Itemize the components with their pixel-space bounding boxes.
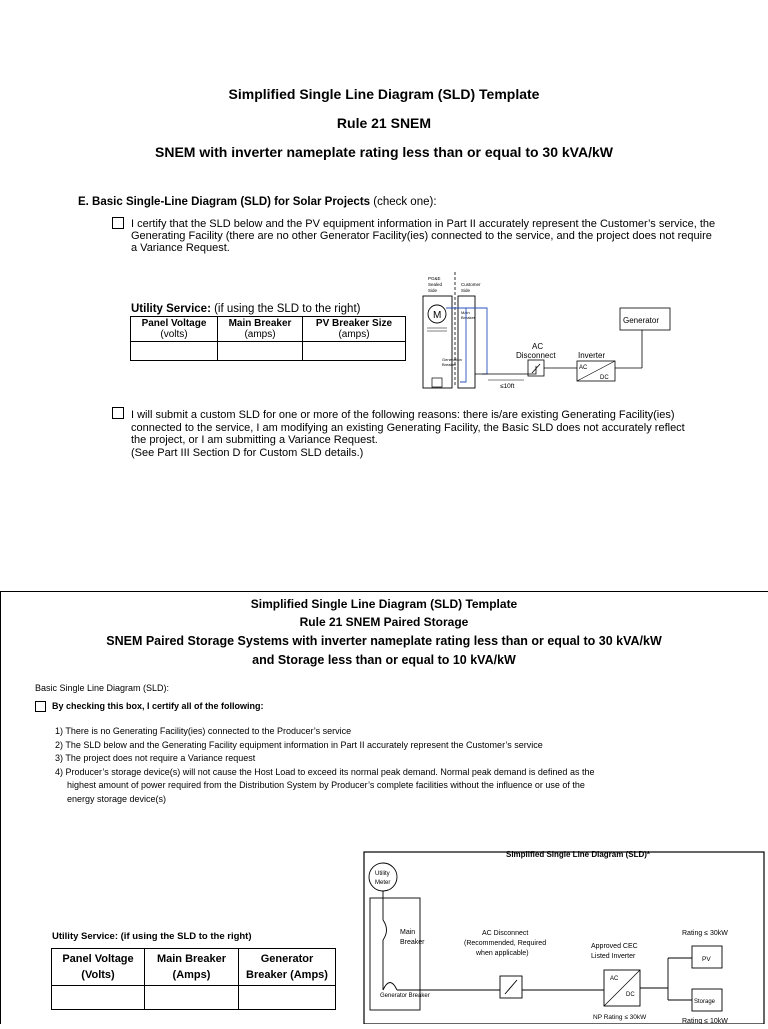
- option2-text: [131, 409, 751, 459]
- ac-disconnect-b-label-2: (Recommended, Required: [464, 940, 547, 947]
- list-item-4-cont-2: energy storage device(s): [67, 793, 167, 804]
- utility-normal: (if using the SLD to the right): [210, 303, 361, 315]
- main-breaker-label-2: Breaker: [461, 315, 476, 320]
- bottom-sld-diagram: [360, 840, 768, 1024]
- inverter-b-dc: DC: [626, 992, 635, 998]
- option2-checkbox[interactable]: [112, 407, 124, 419]
- generation-breaker-label-2: Breaker: [442, 362, 457, 367]
- top-section-heading: [78, 196, 437, 208]
- utility-bold: Utility Service:: [131, 303, 211, 315]
- option2-line-4: (See Part III Section D for Custom SLD details.): [131, 446, 364, 459]
- np-rating-label: NP Rating ≤ 30kW: [593, 1014, 647, 1021]
- ac-disconnect-label-1: AC: [532, 342, 544, 351]
- option1-text: I certify that the SLD below and the PV equipment information in Part II accurately represent the Customer’s service, the Generating Facility (there are no other Generator Facility(ies) connected to the service, and the project does not require a Variance Request.: [131, 218, 716, 254]
- meter-label: M: [433, 310, 442, 321]
- bottom-header-generator-breaker: Generator Breaker (Amps): [239, 949, 336, 986]
- bottom-title-3: SNEM Paired Storage Systems with inverter nameplate rating less than or equal to 30 kVA/kW: [106, 634, 662, 648]
- customer-label-1: Customer: [461, 282, 481, 287]
- utility-meter-label-2: Meter: [375, 880, 391, 886]
- basic-sld-label: Basic Single Line Diagram (SLD):: [35, 683, 170, 693]
- inverter-b-label-2: Listed Inverter: [591, 953, 636, 960]
- utility-meter-label-1: Utility: [375, 871, 390, 877]
- bottom-input-generator-breaker[interactable]: [239, 986, 336, 1010]
- bottom-utility-service-label: [52, 931, 252, 942]
- ac-disconnect-b-label-3: when applicable): [476, 950, 529, 957]
- top-sld-diagram: [412, 268, 672, 396]
- option2-line-2: connected to the service, I am modifying an existing Generating Facility, the Basic SLD does not accurately reflect: [131, 421, 685, 434]
- distance-label: ≤10ft: [500, 383, 515, 390]
- inverter-ac-label: AC: [579, 365, 588, 371]
- header-main-breaker: Main Breaker (amps): [218, 317, 303, 342]
- generation-breaker-label-1: Generation: [442, 357, 462, 362]
- storage-rating-label: Rating ≤ 10kW: [682, 1018, 728, 1024]
- certification-list: [55, 725, 755, 806]
- input-pv-breaker[interactable]: [303, 342, 406, 361]
- main-breaker-b-label-2: Breaker: [400, 939, 425, 946]
- main-breaker-label-1: Main: [461, 310, 470, 315]
- section-heading-bold: E. Basic Single-Line Diagram (SLD) for Solar Projects: [78, 196, 371, 208]
- certify-checkbox-label: By checking this box, I certify all of the following:: [52, 701, 264, 711]
- top-title-1: Simplified Single Line Diagram (SLD) Template: [228, 86, 540, 102]
- inverter-b-label-1: Approved CEC: [591, 943, 638, 950]
- bottom-input-panel-voltage[interactable]: [52, 986, 145, 1010]
- top-utility-service-label: [131, 303, 360, 315]
- generator-label: Generator: [623, 316, 660, 325]
- header-pv-breaker: PV Breaker Size (amps): [303, 317, 406, 342]
- inverter-label: Inverter: [578, 351, 606, 360]
- list-item-1: 1) There is no Generating Facility(ies) connected to the Producer’s service: [55, 726, 352, 736]
- main-breaker-b-label-1: Main: [400, 929, 416, 936]
- pge-label-3: Side: [428, 288, 438, 293]
- top-utility-table: [130, 316, 406, 361]
- bottom-title-4: and Storage less than or equal to 10 kVA/kW: [252, 653, 516, 667]
- list-item-4-cont-1: highest amount of power required from the Distribution System by Producer’s complete facilities without the influence or use of the: [67, 780, 585, 790]
- bottom-utility-bold: Utility Service:: [52, 931, 118, 942]
- pv-label: PV: [702, 956, 711, 963]
- list-item-4: 4) Producer’s storage device(s) will not cause the Host Load to exceed its normal peak demand. Normal peak demand is defined as the: [55, 766, 595, 777]
- option2-line-1: I will submit a custom SLD for one or more of the following reasons: there is/are existing Generating Facility(ies): [131, 409, 675, 421]
- bottom-header-panel-voltage: Panel Voltage (Volts): [52, 949, 145, 986]
- pv-rating-label: Rating ≤ 30kW: [682, 930, 728, 937]
- customer-label-2: Side: [461, 288, 471, 293]
- main-breaker-icon: [383, 920, 387, 940]
- top-title-2: Rule 21 SNEM: [336, 115, 432, 131]
- ac-disconnect-b-label-1: AC Disconnect: [482, 930, 529, 937]
- header-panel-voltage: Panel Voltage (volts): [131, 317, 218, 342]
- section-heading-normal: (check one):: [370, 196, 437, 208]
- ac-disconnect-label-2: Disconnect: [516, 351, 556, 360]
- top-title-3: SNEM with inverter nameplate rating less than or equal to 30 kVA/kW: [155, 144, 613, 160]
- bottom-title-1: Simplified Single Line Diagram (SLD) Template: [250, 597, 518, 611]
- certify-checkbox[interactable]: [35, 701, 46, 712]
- bottom-header-main-breaker: Main Breaker (Amps): [145, 949, 239, 986]
- page-separator-line: [0, 591, 768, 592]
- input-panel-voltage[interactable]: [131, 342, 218, 361]
- storage-label: Storage: [694, 999, 716, 1005]
- bottom-utility-table: [51, 948, 336, 1010]
- list-item-2: 2) The SLD below and the Generating Facility equipment information in Part II accurately represent the Customer’s service: [55, 739, 543, 750]
- inverter-b-ac: AC: [610, 976, 619, 982]
- pge-label-2: Sealed: [428, 282, 443, 287]
- pge-label-1: PG&E: [428, 276, 441, 281]
- utility-meter-icon: [369, 863, 397, 891]
- input-main-breaker[interactable]: [218, 342, 303, 361]
- bottom-input-main-breaker[interactable]: [145, 986, 239, 1010]
- list-item-3: 3) The project does not require a Variance request: [55, 753, 256, 763]
- bottom-title-2: Rule 21 SNEM Paired Storage: [299, 615, 469, 629]
- bottom-utility-normal: (if using the SLD to the right): [118, 931, 252, 942]
- generator-breaker-icon: [383, 980, 397, 990]
- bottom-sld-title: Simplified Single Line Diagram (SLD)*: [506, 850, 651, 859]
- option2-line-3: the project, or I am submitting a Variance Request.: [131, 434, 378, 446]
- panel-lock-icon: [432, 378, 442, 387]
- inverter-dc-label: DC: [600, 375, 609, 381]
- generator-breaker-label: Generator Breaker: [380, 993, 430, 999]
- option1-checkbox[interactable]: [112, 217, 124, 229]
